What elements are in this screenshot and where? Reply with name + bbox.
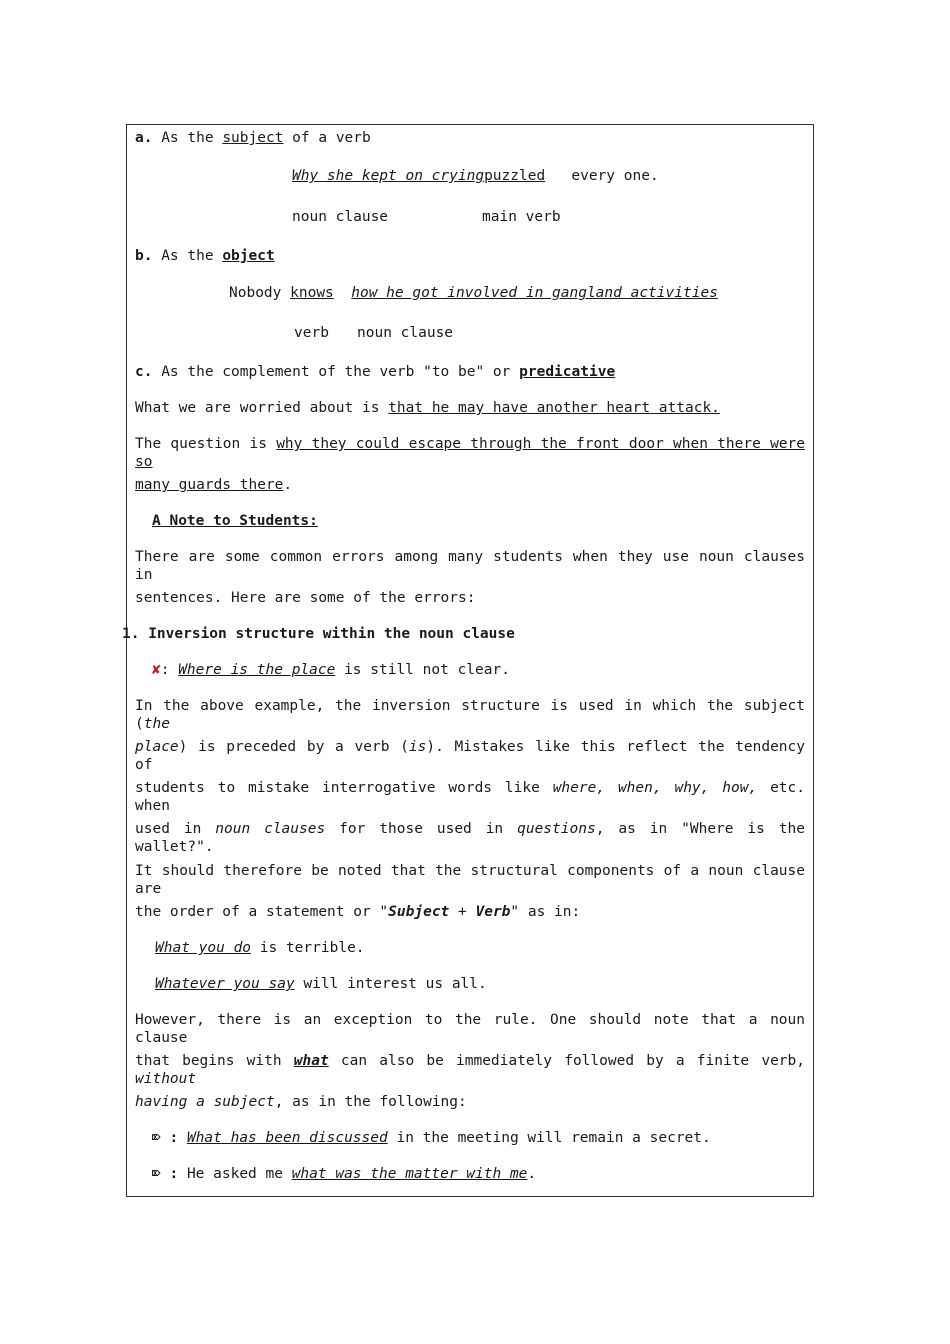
explanation-line-6: [135, 903, 580, 921]
wrong-colon: :: [160, 662, 170, 678]
expl-l4-text-c: , as in "Where is the wallet?".: [135, 821, 806, 855]
correct-example-1: [152, 1129, 711, 1147]
correct-example-2: [152, 1165, 536, 1183]
expl-l4-italic-2: questions: [517, 821, 596, 837]
section-c-example-1: [135, 399, 720, 417]
exception-line-1: However, there is an exception to the rule. One should note that a noun clause: [135, 1012, 805, 1046]
explanation-line-3: [135, 779, 805, 815]
expl-l6-subject: Subject: [388, 904, 450, 920]
expl-l2-text-a: ) is preceded by a verb (: [178, 739, 409, 755]
example-subject: Nobody: [229, 285, 282, 301]
wrong-rest: is still not clear.: [344, 662, 510, 678]
section-a-tag-clause: noun clause: [292, 209, 389, 225]
ex2-lead: The question is: [135, 436, 267, 452]
correct-mark-icon: ⌦: [152, 1166, 161, 1182]
note-para-line-1: There are some common errors among many students when they use noun clauses in: [135, 549, 805, 583]
exc-l2-text-b: can also be immediately followed by a finite verb,: [340, 1053, 805, 1069]
example-noun-clause: Why she kept on crying: [292, 168, 485, 184]
section-a-as-the: As the: [161, 130, 214, 146]
correct-1-rest: in the meeting will remain a secret.: [396, 1130, 711, 1146]
subject-term: subject: [222, 130, 284, 146]
ex2-clause-part-2: many guards there: [135, 477, 284, 493]
expl-l4-italic: noun clauses: [215, 821, 326, 837]
expl-l6-verb: Verb: [475, 904, 511, 920]
exc-l2-italic: without: [135, 1071, 197, 1087]
exc-l3-italic: having a subject: [135, 1094, 275, 1110]
ex1-clause: that he may have another heart attack.: [388, 400, 720, 416]
statement-example-1: [155, 939, 365, 957]
section-b-as-the: As the: [161, 248, 214, 264]
expl-l1-text: In the above example, the inversion structure is used in which the subject (: [135, 698, 805, 732]
wrong-example: [152, 661, 510, 679]
section-c-example-2-cont: [135, 476, 292, 494]
expl-l2-italic-2: is: [408, 739, 427, 755]
ex1-lead: What we are worried about is: [135, 400, 380, 416]
expl-l1-italic: the: [143, 716, 170, 732]
exc-l3-text: , as in the following:: [274, 1094, 467, 1110]
section-a-label: a.: [135, 130, 153, 146]
section-b-label: b.: [135, 248, 153, 264]
explanation-line-4: [135, 820, 805, 856]
section-b-heading: [135, 247, 275, 265]
ex2-end: .: [283, 477, 293, 493]
statement-example-2: [155, 975, 487, 993]
error-1-title: Inversion structure within the noun clause: [148, 626, 515, 642]
expl-l6-text-a: the order of a statement or ": [135, 904, 389, 920]
predicative-term: predicative: [519, 364, 616, 380]
statement-ex2-clause: Whatever you say: [155, 976, 295, 992]
correct-1-clause: What has been discussed: [186, 1130, 388, 1146]
expl-l4-text-a: used in: [135, 821, 202, 837]
exc-what-term: what: [293, 1053, 329, 1069]
expl-l4-text-b: for those used in: [339, 821, 504, 837]
expl-l6-plus: +: [458, 904, 467, 920]
section-c-heading: [135, 363, 615, 381]
object-term: object: [222, 248, 275, 264]
correct-2-colon: :: [169, 1166, 179, 1182]
statement-ex2-rest: will interest us all.: [303, 976, 487, 992]
section-c-label: c.: [135, 364, 153, 380]
exception-line-3: [135, 1093, 467, 1111]
expl-l3-text-a: students to mistake interrogative words like: [135, 780, 540, 796]
explanation-line-1: [135, 697, 805, 733]
example-verb: knows: [290, 285, 334, 301]
expl-l2-text-b: ). Mistakes like this reflect the tendency of: [135, 739, 805, 773]
explanation-line-5: It should therefore be noted that the structural components of a noun clause are: [135, 863, 805, 897]
section-a-tag-verb: main verb: [482, 209, 561, 225]
section-c-text: As the complement of the verb "to be" or: [161, 364, 511, 380]
expl-l3-text-b: etc. when: [135, 780, 805, 814]
error-1-heading: [122, 625, 515, 643]
correct-2-clause: what was the matter with me: [291, 1166, 528, 1182]
wrong-clause: Where is the place: [178, 662, 336, 678]
explanation-line-2: [135, 738, 805, 774]
section-a-example: [292, 167, 659, 185]
section-b-tag-clause: noun clause: [357, 325, 454, 341]
example-rest: every one.: [571, 168, 659, 184]
of-a-verb-text: of a verb: [292, 130, 371, 146]
error-1-number: 1.: [122, 626, 140, 642]
expl-l3-italic: where, when, why, how,: [552, 780, 758, 796]
exception-line-2: [135, 1052, 805, 1088]
section-c-example-2: [135, 435, 805, 471]
section-b-tag-verb: verb: [294, 325, 329, 341]
example-object-clause: how he got involved in gangland activities: [351, 285, 718, 301]
correct-2-lead: He asked me: [186, 1166, 283, 1182]
statement-ex1-rest: is terrible.: [259, 940, 365, 956]
example-main-verb: puzzled: [484, 168, 546, 184]
correct-mark-icon: ⌦: [152, 1130, 161, 1146]
note-heading: A Note to Students:: [152, 513, 318, 529]
wrong-mark-icon: ✘: [152, 662, 161, 678]
ex2-clause-part-1: why they could escape through the front door when there were so: [135, 436, 805, 470]
statement-ex1-clause: What you do: [155, 940, 252, 956]
correct-1-colon: :: [169, 1130, 179, 1146]
exc-l2-text-a: that begins with: [135, 1053, 282, 1069]
section-b-example: [229, 284, 718, 302]
section-a-heading: [135, 129, 371, 147]
correct-2-end: .: [527, 1166, 537, 1182]
note-para-line-2: sentences. Here are some of the errors:: [135, 590, 476, 606]
expl-l6-text-e: " as in:: [510, 904, 581, 920]
expl-l2-italic: place: [135, 739, 179, 755]
